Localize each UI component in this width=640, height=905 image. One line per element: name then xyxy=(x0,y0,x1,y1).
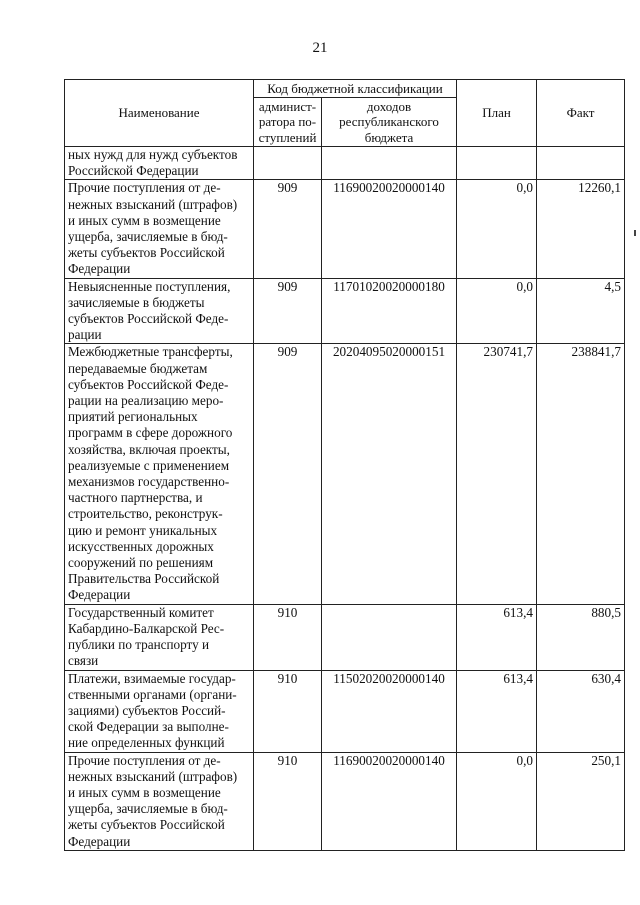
row-name: Прочие поступления от де- нежных взысканий (штрафов) и иных сумм в возмещение ущерба, зачисляемые в бюд- жеты субъектов Российской Федерации xyxy=(65,180,254,278)
table-row xyxy=(65,180,625,278)
row-fact: 4,5 xyxy=(537,278,625,344)
row-income-code: 20204095020000151 xyxy=(322,344,457,604)
row-plan: 613,4 xyxy=(457,604,537,670)
row-plan xyxy=(457,147,537,180)
row-admin-code: 909 xyxy=(254,278,322,344)
row-income-code: 11690020020000140 xyxy=(322,180,457,278)
row-admin-code: 909 xyxy=(254,344,322,604)
table-row xyxy=(65,344,625,604)
row-name: Межбюджетные трансферты, передаваемые бюджетам субъектов Российской Феде- рации на реализацию меро- приятий региональных программ в сфере дорожного хозяйства, включая проекты, реализуемые с применением механизмов государственно- частного партнерства, и строительство, реконструк- цию и ремонт уникальных искусственных дорожных сооружений по решениям Правительства Российской Федерации xyxy=(65,344,254,604)
row-plan: 0,0 xyxy=(457,180,537,278)
row-admin-code xyxy=(254,147,322,180)
row-name: Платежи, взимаемые государ- ственными органами (органи- зациями) субъектов Россий- ской Федерации за выполне- ние определенных функций xyxy=(65,670,254,752)
row-income-code: 11701020020000180 xyxy=(322,278,457,344)
row-fact: 238841,7 xyxy=(537,344,625,604)
row-fact: 630,4 xyxy=(537,670,625,752)
table-row xyxy=(65,147,625,180)
header-income: доходов республиканского бюджета xyxy=(322,98,457,147)
row-income-code xyxy=(322,604,457,670)
row-name: Прочие поступления от де- нежных взысканий (штрафов) и иных сумм в возмещение ущерба, зачисляемые в бюд- жеты субъектов Российской Федерации xyxy=(65,752,254,850)
header-fact: Факт xyxy=(537,80,625,147)
row-plan: 613,4 xyxy=(457,670,537,752)
header-admin: админист- ратора по- ступлений xyxy=(254,98,322,147)
budget-table xyxy=(64,79,625,851)
table-row xyxy=(65,278,625,344)
row-name: Невыясненные поступления, зачисляемые в бюджеты субъектов Российской Феде- рации xyxy=(65,278,254,344)
row-income-code xyxy=(322,147,457,180)
header-classification-group: Код бюджетной классификации xyxy=(254,80,457,98)
header-name: Наименование xyxy=(65,80,254,147)
row-fact xyxy=(537,147,625,180)
row-income-code: 11690020020000140 xyxy=(322,752,457,850)
table-row xyxy=(65,752,625,850)
row-fact: 250,1 xyxy=(537,752,625,850)
row-name: ных нужд для нужд субъектов Российской Федерации xyxy=(65,147,254,180)
row-admin-code: 909 xyxy=(254,180,322,278)
header-plan: План xyxy=(457,80,537,147)
row-plan: 230741,7 xyxy=(457,344,537,604)
row-fact: 12260,1 xyxy=(537,180,625,278)
page-number: 21 xyxy=(312,40,328,56)
row-admin-code: 910 xyxy=(254,670,322,752)
row-fact: 880,5 xyxy=(537,604,625,670)
row-name: Государственный комитет Кабардино-Балкарской Рес- публики по транспорту и связи xyxy=(65,604,254,670)
row-income-code: 11502020020000140 xyxy=(322,670,457,752)
row-admin-code: 910 xyxy=(254,752,322,850)
row-plan: 0,0 xyxy=(457,752,537,850)
row-admin-code: 910 xyxy=(254,604,322,670)
row-plan: 0,0 xyxy=(457,278,537,344)
table-row xyxy=(65,670,625,752)
scan-edge-mark xyxy=(634,230,636,236)
table-row xyxy=(65,604,625,670)
